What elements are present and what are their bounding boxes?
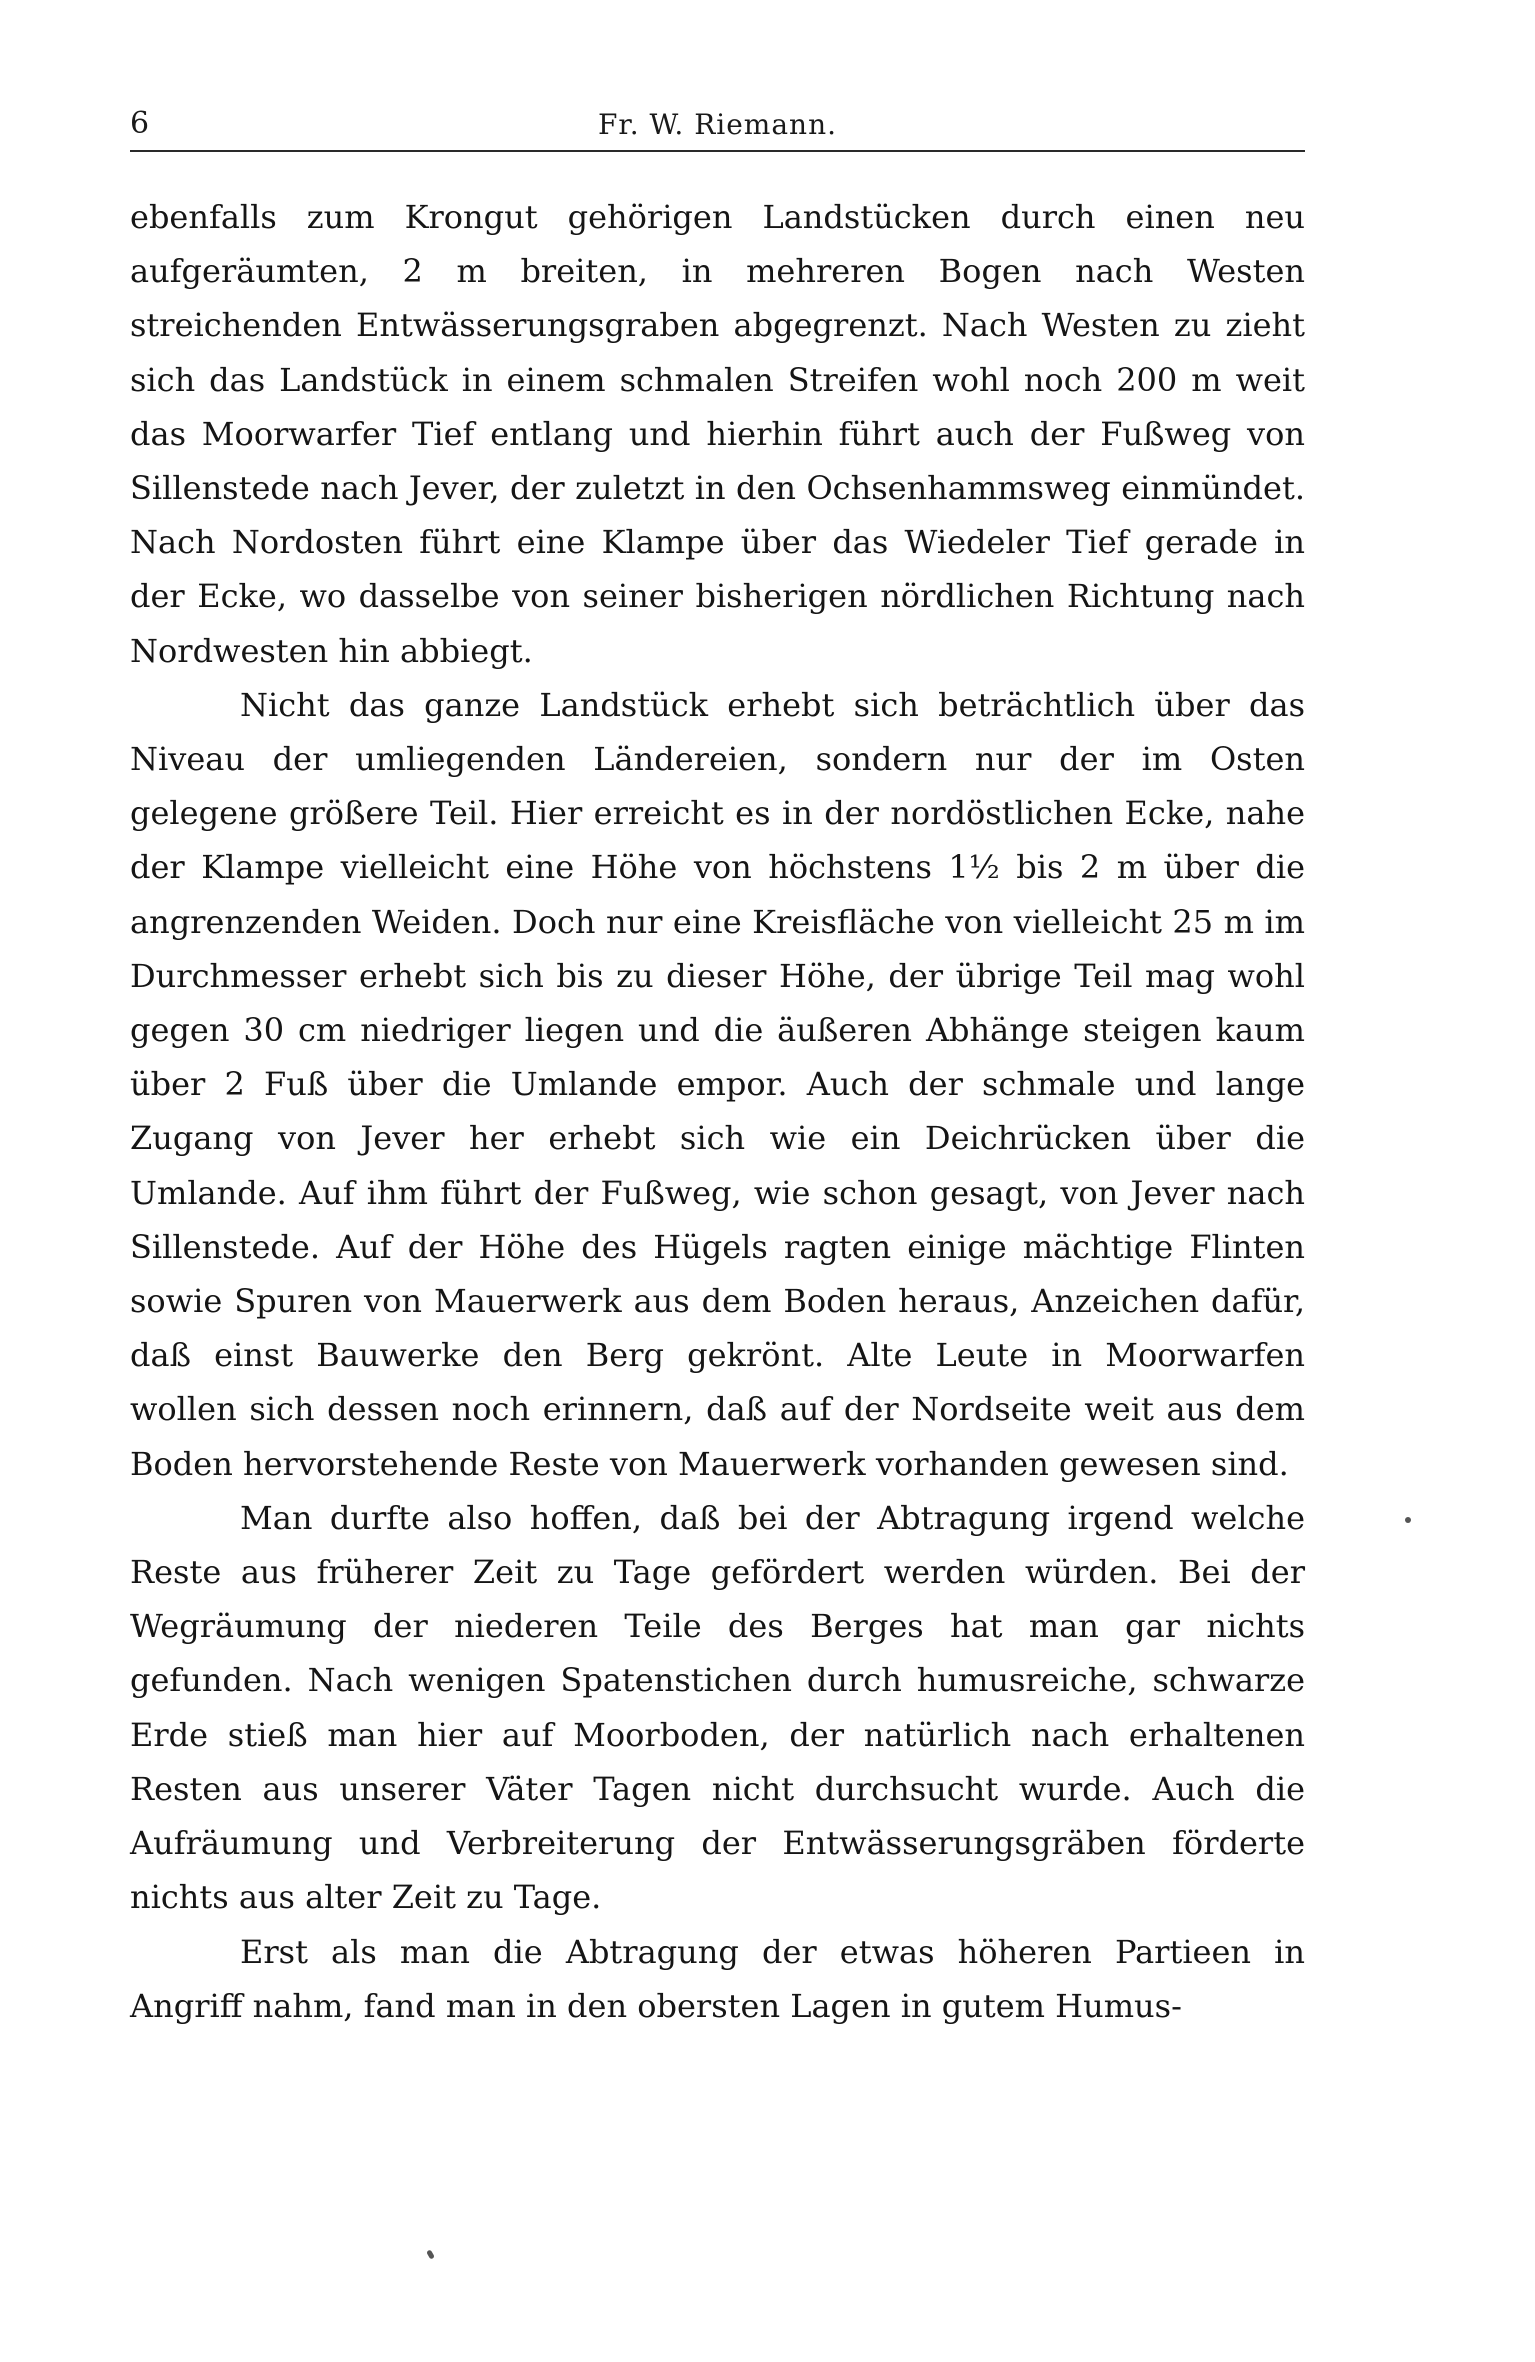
paragraph: Nicht das ganze Landstück erhebt sich beträchtlich über das Niveau der umliegenden Ländereien, sondern nur der im Osten gelegene größere Teil. Hier erreicht es in der nordöstlichen Ecke, nahe der Klampe vielleicht eine Höhe von höchstens 1½ bis 2 m über die angrenzenden Weiden. Doch nur eine Kreisfläche von vielleicht 25 m im Durchmesser erhebt sich bis zu dieser Höhe, der übrige Teil mag wohl gegen 30 cm niedriger liegen und die äußeren Abhänge steigen kaum über 2 Fuß über die Umlande empor. Auch der schmale und lange Zugang von Jever her erhebt sich wie ein Deichrücken über die Umlande. Auf ihm führt der Fußweg, wie schon gesagt, von Jever nach Sillenstede. Auf der Höhe des Hügels ragten einige mächtige Flinten sowie Spuren von Mauerwerk aus dem Boden heraus, Anzeichen dafür, daß einst Bauwerke den Berg gekrönt. Alte Leute in Moorwarfen wollen sich dessen noch erinnern, daß auf der Nordseite weit aus dem Boden hervorstehende Reste von Mauerwerk vorhanden gewesen sind. <box>130 685 1305 1483</box>
running-head: Fr. W. Riemann. <box>597 108 838 141</box>
paragraph-continued: ebenfalls zum Krongut gehörigen Landstücken durch einen neu aufgeräumten, 2 m breiten, in mehreren Bogen nach Westen streichenden Entwässerungsgraben abgegrenzt. Nach Westen zu zieht sich das Landstück in einem schmalen Streifen wohl noch 200 m weit das Moorwarfer Tief entlang und hierhin führt auch der Fußweg von Sillenstede nach Jever, der zuletzt in den Ochsenhammsweg einmündet. Nach Nordosten führt eine Klampe über das Wiedeler Tief gerade in der Ecke, wo dasselbe von seiner bisherigen nördlichen Richtung nach Nordwesten hin abbiegt. <box>130 198 1305 670</box>
page-number: 6 <box>130 106 150 141</box>
ink-speck <box>426 2249 435 2259</box>
body-text <box>130 190 1305 2033</box>
paragraph: Erst als man die Abtragung der etwas höheren Partieen in Angriff nahm, fand man in den obersten Lagen in gutem Humus- <box>130 1932 1305 2025</box>
paragraph: Man durfte also hoffen, daß bei der Abtragung irgend welche Reste aus früherer Zeit zu Tage gefördert werden würden. Bei der Wegräumung der niederen Teile des Berges hat man gar nichts gefunden. Nach wenigen Spatenstichen durch humusreiche, schwarze Erde stieß man hier auf Moorboden, der natürlich nach erhaltenen Resten aus unserer Väter Tagen nicht durchsucht wurde. Auch die Aufräumung und Verbreiterung der Entwässerungsgräben förderte nichts aus alter Zeit zu Tage. <box>130 1498 1305 1917</box>
page-header <box>130 102 1305 152</box>
ink-speck <box>1405 1517 1411 1523</box>
